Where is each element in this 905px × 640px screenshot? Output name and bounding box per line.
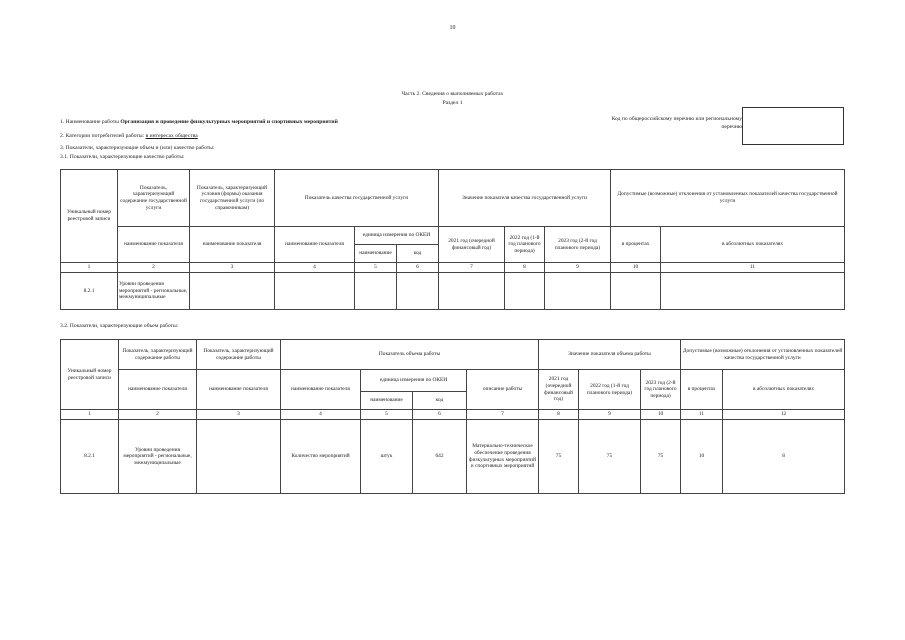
v-num-5: 5 xyxy=(361,410,413,420)
q-cell xyxy=(275,273,355,310)
q-num-11: 11 xyxy=(661,263,845,273)
v-h-cond-name: наименование показателя xyxy=(197,370,281,410)
q-h-unique: Уникальный номер реестровой записи xyxy=(61,170,118,263)
q-cell xyxy=(611,273,661,310)
q-h-conditions: Показатель, характеризующий условия (формы) оказания государственной услуги (по справочникам) xyxy=(190,170,275,227)
v-num-9: 9 xyxy=(579,410,641,420)
q-cell xyxy=(661,273,845,310)
q-h-deviation: Допустимые (возможные) отклонения от установленных показателей качества государственной услуги xyxy=(611,170,845,227)
v-num-4: 4 xyxy=(281,410,361,420)
v-h-unit-code: код xyxy=(413,392,467,410)
part-title: Часть 2. Сведения о выполняемых работах xyxy=(401,91,504,97)
v-num-2: 2 xyxy=(119,410,197,420)
consumer-line xyxy=(60,133,198,139)
v-row-v2023: 75 xyxy=(641,420,681,494)
q-num-7: 7 xyxy=(439,263,505,273)
q-cell xyxy=(505,273,545,310)
q-cell xyxy=(545,273,611,310)
v-num-10: 10 xyxy=(641,410,681,420)
q-row-id: 8.2.1 xyxy=(61,273,118,310)
v-h-volume-name: наименование показателя xyxy=(281,370,361,410)
q-h-unit: единица измерения по ОКЕИ xyxy=(355,227,439,245)
v-num-12: 12 xyxy=(723,410,845,420)
q-h-cond-name: наименование показателя xyxy=(190,227,275,263)
v-h-conditions: Показатель, характеризующий содержание работы xyxy=(197,340,281,370)
q-h-content-name: наименование показателя xyxy=(118,227,190,263)
v-row-abs: 8 xyxy=(723,420,845,494)
q-num-6: 6 xyxy=(397,263,439,273)
indicators-line: 3. Показатели, характеризующие объем и (или) качество работы: xyxy=(60,145,215,151)
v-num-8: 8 xyxy=(539,410,579,420)
q-num-5: 5 xyxy=(355,263,397,273)
v-row-content: Уровни проведения мероприятий - региональные, межмуниципальные xyxy=(119,420,197,494)
v-h-deviation: Допустимые (возможные) отклонения от установленных показателей качества государственной услуги xyxy=(681,340,845,370)
v-h-content-name: наименование показателя xyxy=(119,370,197,410)
q-num-2: 2 xyxy=(118,263,190,273)
v-h-y2021: 2021 год (очередной финансовый год) xyxy=(539,370,579,410)
volume-table xyxy=(60,339,845,494)
q-h-values: Значение показателя качества государственной услуги xyxy=(439,170,611,227)
consumer-label: 2. Категории потребителей работы: xyxy=(60,133,145,139)
v-num-7: 7 xyxy=(467,410,539,420)
q-cell xyxy=(397,273,439,310)
v-h-y2023: 2023 год (2-й год планового периода) xyxy=(641,370,681,410)
v-h-values: Значение показателя объема работы xyxy=(539,340,681,370)
q-cell xyxy=(190,273,275,310)
v-row-unit-code: 642 xyxy=(413,420,467,494)
table-row xyxy=(61,420,845,494)
v-row-unit-name: штук xyxy=(361,420,413,494)
v-row-pct: 10 xyxy=(681,420,723,494)
q-cell xyxy=(439,273,505,310)
v-h-unique: Уникальный номер реестровой записи xyxy=(61,340,119,410)
q-cell xyxy=(355,273,397,310)
q-num-10: 10 xyxy=(611,263,661,273)
consumer-value: в интересах общества xyxy=(145,133,198,139)
q-h-y2022: 2022 год (1-й год планового периода) xyxy=(505,227,545,263)
v-h-unit-name: наименование xyxy=(361,392,413,410)
q-row-content: Уровни проведения мероприятий - региональные, межмуниципальные xyxy=(118,273,190,310)
v-h-content: Показатель, характеризующий содержание работы xyxy=(119,340,197,370)
q-h-abs: в абсолютных показателях xyxy=(661,227,845,263)
v-h-abs: в абсолютных показателях xyxy=(723,370,845,410)
v-row-condition xyxy=(197,420,281,494)
quality-heading: 3.1. Показатели, характеризующие качество работы: xyxy=(60,154,185,160)
q-num-1: 1 xyxy=(61,263,118,273)
work-name-line xyxy=(60,119,338,125)
v-num-11: 11 xyxy=(681,410,723,420)
v-num-6: 6 xyxy=(413,410,467,420)
q-h-unit-name: наименование xyxy=(355,245,397,263)
v-row-indicator: Количество мероприятий xyxy=(281,420,361,494)
v-h-pct: в процентах xyxy=(681,370,723,410)
v-num-3: 3 xyxy=(197,410,281,420)
q-h-content: Показатель, характеризующий содержание государственной услуги xyxy=(118,170,190,227)
v-h-unit: единица измерения по ОКЕИ xyxy=(361,370,467,392)
v-row-v2021: 75 xyxy=(539,420,579,494)
table-row xyxy=(61,273,845,310)
v-h-desc: описание работы xyxy=(467,370,539,410)
q-h-quality: Показатель качества государственной услуги xyxy=(275,170,439,227)
okved-code-box xyxy=(742,107,844,145)
v-h-volume: Показатель объема работы xyxy=(281,340,539,370)
section-title: Раздел 1 xyxy=(442,100,463,106)
v-row-v2022: 75 xyxy=(579,420,641,494)
v-num-1: 1 xyxy=(61,410,119,420)
q-num-9: 9 xyxy=(545,263,611,273)
okved-label: Код по общероссийскому перечню или региональному перечню xyxy=(611,116,742,130)
quality-table xyxy=(60,169,845,310)
volume-heading: 3.2. Показатели, характеризующие объем работы: xyxy=(60,323,179,329)
q-h-quality-name: наименование показателя xyxy=(275,227,355,263)
page-number: 10 xyxy=(449,25,456,31)
q-h-y2021: 2021 год (очередной финансовый год) xyxy=(439,227,505,263)
q-num-4: 4 xyxy=(275,263,355,273)
work-name-label: 1. Наименование работы xyxy=(60,119,119,125)
work-name-value: Организация и проведение физкультурных мероприятий и спортивных мероприятий xyxy=(120,119,338,125)
q-num-8: 8 xyxy=(505,263,545,273)
v-row-id: 8.2.1 xyxy=(61,420,119,494)
q-h-unit-code: код xyxy=(397,245,439,263)
q-num-3: 3 xyxy=(190,263,275,273)
q-h-y2023: 2023 год (2-й год планового периода) xyxy=(545,227,611,263)
v-h-y2022: 2022 год (1-й год планового периода) xyxy=(579,370,641,410)
v-row-description: Материально-техническое обеспечение проведения физкультурных мероприятий и спортивных мероприятий xyxy=(467,420,539,494)
q-h-pct: в процентах xyxy=(611,227,661,263)
